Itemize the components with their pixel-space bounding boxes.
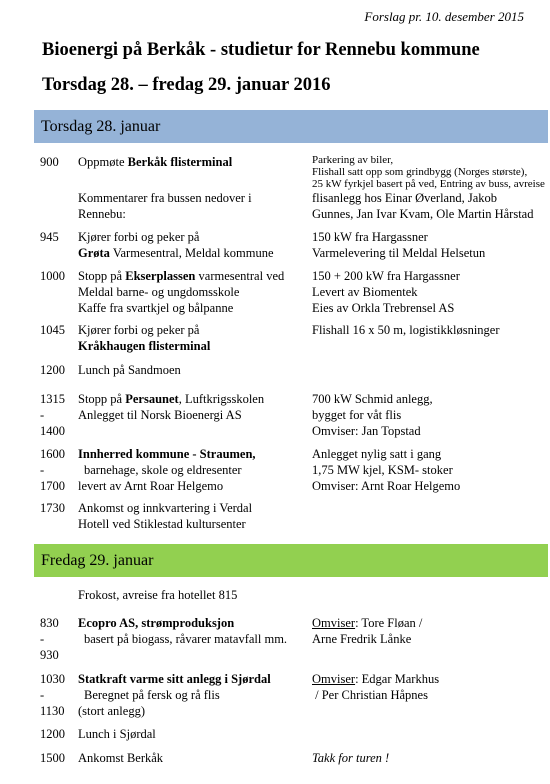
- activity-line: Kjører forbi og peker på: [78, 230, 200, 244]
- time-dash: -: [40, 408, 45, 422]
- details-line: Flishall satt opp som grindbygg (Norges største),: [312, 166, 528, 178]
- details-line: Omviser: Jan Topstad: [312, 424, 421, 438]
- details-line: Varmelevering til Meldal Helsetun: [312, 246, 486, 260]
- details-line: bygget for våt flis: [312, 408, 402, 422]
- activity-line: Meldal barne- og ungdomsskole: [78, 285, 240, 299]
- activity-line: Ecopro AS, strømproduksjon: [78, 616, 235, 630]
- details-line: 25 kW fyrkjel basert på ved, Entring av buss, avreise: [312, 178, 545, 190]
- activity-line: Stopp på Persaunet, Luftkrigsskolen: [78, 392, 265, 406]
- time-cell: 1600: [40, 447, 65, 461]
- activity-line: Kaffe fra svartkjel og bålpanne: [78, 301, 234, 315]
- details-line: 700 kW Schmid anlegg,: [312, 392, 433, 406]
- activity-line: Hotell ved Stiklestad kultursenter: [78, 517, 246, 531]
- time-cell: 1400: [40, 424, 65, 438]
- details-line: Parkering av biler,: [312, 154, 394, 166]
- activity-line: Rennebu:: [78, 207, 126, 221]
- activity-line: Stopp på Ekserplassen varmesentral ved: [78, 269, 285, 283]
- closing-note: Takk for turen !: [312, 751, 390, 765]
- details-line: Anlegget nylig satt i gang: [312, 447, 442, 461]
- time-cell: 1200: [40, 363, 65, 377]
- document-title: Bioenergi på Berkåk - studietur for Rennebu kommune: [42, 40, 480, 60]
- time-cell: 945: [40, 230, 59, 244]
- time-cell: 1045: [40, 323, 65, 337]
- details-line: Gunnes, Jan Ivar Kvam, Ole Martin Hårstad: [312, 207, 534, 221]
- day-header-label: Fredag 29. januar: [41, 552, 154, 569]
- time-cell: 830: [40, 616, 59, 630]
- day-header-friday: [34, 544, 548, 577]
- time-dash: -: [40, 688, 45, 702]
- time-cell: 930: [40, 648, 59, 662]
- activity-line: (stort anlegg): [78, 704, 145, 718]
- time-cell: 1000: [40, 269, 65, 283]
- time-cell: 1200: [40, 727, 65, 741]
- details-line: 150 kW fra Hargassner: [312, 230, 428, 244]
- details-line: flisanlegg hos Einar Øverland, Jakob: [312, 191, 498, 205]
- activity-line: barnehage, skole og eldresenter: [84, 463, 242, 477]
- details-line: Flishall 16 x 50 m, logistikkløsninger: [312, 323, 500, 337]
- time-dash: -: [40, 632, 45, 646]
- activity-line: basert på biogass, råvarer matavfall mm.: [84, 632, 288, 646]
- activity-line: levert av Arnt Roar Helgemo: [78, 479, 224, 493]
- activity-line: Kjører forbi og peker på: [78, 323, 200, 337]
- draft-date-note: Forslag pr. 10. desember 2015: [364, 9, 524, 24]
- activity-line: Anlegget til Norsk Bioenergi AS: [78, 408, 242, 422]
- time-cell: 1500: [40, 751, 65, 765]
- activity-line: Kråkhaugen flisterminal: [78, 339, 211, 353]
- time-cell: 1130: [40, 704, 65, 718]
- activity-line: Oppmøte Berkåk flisterminal: [78, 155, 233, 169]
- details-line: Eies av Orkla Trebrensel AS: [312, 301, 455, 315]
- details-line: 150 + 200 kW fra Hargassner: [312, 269, 460, 283]
- time-cell: 1030: [40, 672, 65, 686]
- time-cell: 1700: [40, 479, 65, 493]
- activity-line: Lunch i Sjørdal: [78, 727, 156, 741]
- activity-line: Grøta Varmesentral, Meldal kommune: [78, 246, 274, 260]
- time-dash: -: [40, 463, 45, 477]
- activity-line: Frokost, avreise fra hotellet 815: [78, 588, 238, 602]
- activity-line: Ankomst Berkåk: [78, 751, 164, 765]
- document-dates: Torsdag 28. – fredag 29. januar 2016: [42, 75, 331, 95]
- time-cell: 1730: [40, 501, 65, 515]
- details-line: 1,75 MW kjel, KSM- stoker: [312, 463, 453, 477]
- activity-line: Ankomst og innkvartering i Verdal: [78, 501, 253, 515]
- time-cell: 1315: [40, 392, 65, 406]
- details-line: Omviser: Arnt Roar Helgemo: [312, 479, 461, 493]
- activity-line: Statkraft varme sitt anlegg i Sjørdal: [78, 672, 271, 686]
- details-line: Omviser: Edgar Markhus: [312, 672, 440, 686]
- activity-line: Beregnet på fersk og rå flis: [84, 688, 220, 702]
- activity-line: Innherred kommune - Straumen,: [78, 447, 256, 461]
- day-header-thursday: [34, 110, 548, 143]
- details-line: Levert av Biomentek: [312, 285, 418, 299]
- details-line: / Per Christian Håpnes: [312, 688, 428, 702]
- details-line: Omviser: Tore Fløan /: [312, 616, 423, 630]
- details-line: Arne Fredrik Lånke: [312, 632, 412, 646]
- activity-line: Lunch på Sandmoen: [78, 363, 181, 377]
- time-cell: 900: [40, 155, 59, 169]
- day-header-label: Torsdag 28. januar: [41, 118, 161, 135]
- activity-line: Kommentarer fra bussen nedover i: [78, 191, 252, 205]
